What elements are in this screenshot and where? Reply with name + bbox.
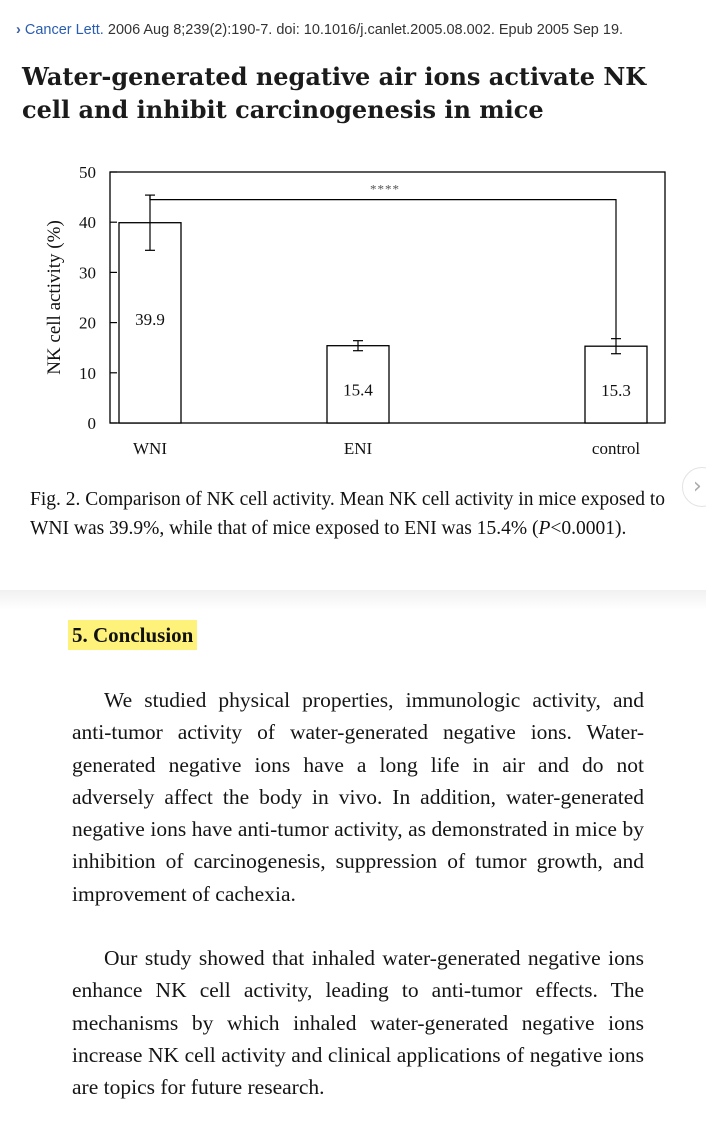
caption-text-end: <0.0001). (550, 518, 627, 539)
x-tick-label: control (591, 439, 641, 458)
y-tick-label: 20 (79, 313, 96, 333)
journal-link[interactable]: Cancer Lett. (24, 22, 104, 38)
x-tick-label: ENI (343, 439, 373, 458)
conclusion-heading: 5. Conclusion (68, 620, 197, 650)
data-label: 15.3 (601, 381, 631, 401)
caption-text: Fig. 2. Comparison of NK cell activity. Mean NK cell activity in mice exposed to WNI was 39.9%, while that of mice exposed to ENI was 15.4% ( (30, 489, 666, 539)
figure-caption (30, 485, 680, 543)
y-tick-label: 50 (79, 163, 96, 182)
y-tick-label: 40 (79, 213, 96, 233)
data-label: 15.4 (343, 380, 373, 400)
caption-p-symbol: P (538, 518, 551, 539)
chevron-right-icon: › (693, 474, 702, 499)
significance-bracket (150, 195, 616, 339)
conclusion-paragraph-2: Our study showed that inhaled water-generated negative ions enhance NK cell activity, leading to anti-tumor effects. The mechanisms by which inhaled water-generated negative ions increase NK cell activity and clinical applications of negative ions are topics for future research. (72, 946, 644, 1100)
x-tick-label: WNI (133, 439, 167, 458)
y-tick-label: 10 (79, 363, 96, 383)
citation-line (16, 20, 696, 40)
citation-details: 2006 Aug 8;239(2):190-7. doi: 10.1016/j.canlet.2005.08.002. Epub 2005 Sep 19. (107, 22, 624, 38)
section-divider (0, 590, 706, 610)
data-label: 39.9 (135, 310, 165, 330)
chevron-right-icon: › (16, 22, 21, 38)
article-title: Water-generated negative air ions activate NK cell and inhibit carcinogenesis in mice (22, 62, 647, 124)
y-tick-label: 0 (87, 414, 96, 433)
y-tick-label: 30 (79, 263, 96, 283)
conclusion-paragraph-1: We studied physical properties, immunologic activity, and anti-tumor activity of water-generated negative ions. Water-generated negative ions have a long life in air and do not adversely affect the body in vivo. In addition, water-generated negative ions have anti-tumor activity, as demonstrated in mice by inhibition of carcinogenesis, suppression of tumor growth, and improvement of cachexia. (72, 688, 644, 906)
nk-activity-bar-chart (0, 145, 706, 475)
significance-label: **** (370, 181, 400, 197)
y-axis-label: NK cell activity (%) (44, 220, 65, 375)
